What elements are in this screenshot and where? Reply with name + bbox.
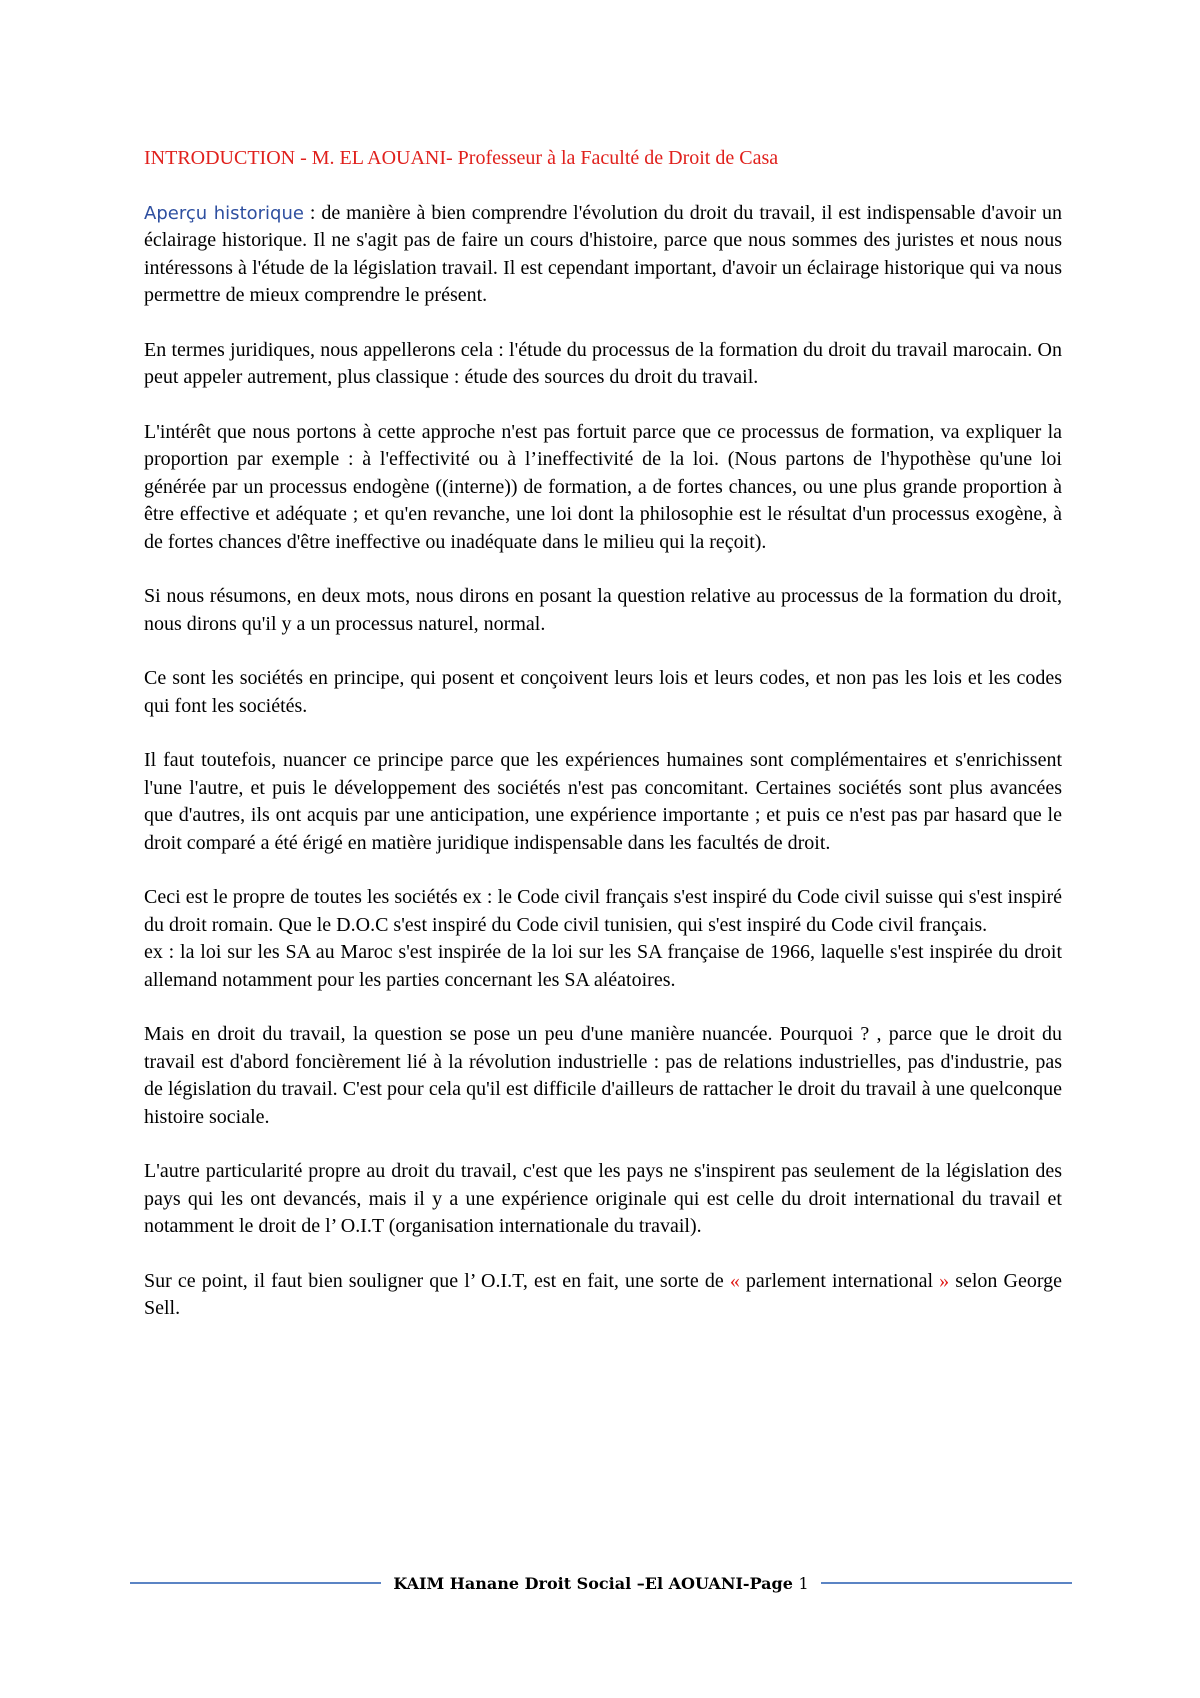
paragraph-last: [144, 1268, 1062, 1323]
footer-rule-left: [130, 1582, 381, 1584]
paragraph-2: L'intérêt que nous portons à cette approche n'est pas fortuit parce que ce processus de formation, va expliquer la proportion par exemple : à l'effectivité ou à l’ineffectivité de la loi. (Nous partons de l'hypothèse qu'une loi générée par un processus endogène ((interne)) de formation, a de fortes chances, ou une plus grande proportion à être effective et adéquate ; et qu'en revanche, une loi dont la philosophie est le résultat d'un processus exogène, à de fortes chances d'être ineffective ou inadéquate dans le milieu qui la reçoit).: [144, 420, 1062, 553]
open-guillemet: «: [729, 1269, 740, 1292]
last-text-after: selon George Sell.: [144, 1269, 1062, 1319]
intro-paragraph: [144, 200, 1062, 310]
intro-text: : de manière à bien comprendre l'évolution du droit du travail, il est indispensable d'avoir un éclairage historique. Il ne s'agit pas de faire un cours d'histoire, parce que nous sommes des juristes et nous nous intéressons à l'étude de la législation travail. Il est cependant important, d'avoir un éclairage historique qui va nous permettre de mieux comprendre le présent.: [144, 201, 1062, 306]
footer-label: [381, 1574, 820, 1593]
last-text-before: Sur ce point, il faut bien souligner que l’ O.I.T, est en fait, une sorte de: [144, 1269, 730, 1292]
paragraph-1: En termes juridiques, nous appellerons cela : l'étude du processus de la formation du droit du travail marocain. On peut appeler autrement, plus classique : étude des sources du droit du travail.: [144, 338, 1062, 388]
page-number: 1: [798, 1573, 809, 1593]
footer-text: KAIM Hanane Droit Social –El AOUANI-Page: [393, 1573, 799, 1593]
paragraph-3: Si nous résumons, en deux mots, nous dirons en posant la question relative au processus de la formation du droit, nous dirons qu'il y a un processus naturel, normal.: [144, 585, 1062, 635]
paragraph-8: Mais en droit du travail, la question se pose un peu d'une manière nuancée. Pourquoi ? , parce que le droit du travail est d'abord foncièrement lié à la révolution industrielle : pas de relations industrielles, pas d'industrie, pas de législation du travail. C'est pour cela qu'il est difficile d'ailleurs de rattacher le droit du travail à une quelconque histoire sociale.: [144, 1023, 1062, 1128]
paragraph-4: Ce sont les sociétés en principe, qui posent et conçoivent leurs lois et leurs codes, et non pas les lois et les codes qui font les sociétés.: [144, 667, 1062, 717]
paragraph-6: Ceci est le propre de toutes les sociétés ex : le Code civil français s'est inspiré du Code civil suisse qui s'est inspiré du droit romain. Que le D.O.C s'est inspiré du Code civil tunisien, qui s'est inspiré du Code civil français.: [144, 886, 1062, 936]
quoted-text: parlement international: [739, 1269, 940, 1292]
paragraph-5: Il faut toutefois, nuancer ce principe parce que les expériences humaines sont complémentaires et s'enrichissent l'une l'autre, et puis le développement des sociétés n'est pas concomitant. Certaines sociétés sont plus avancées que d'autres, ils ont acquis par une anticipation, une expérience importante ; et puis ce n'est pas par hasard que le droit comparé a été érigé en matière juridique indispensable dans les facultés de droit.: [144, 749, 1062, 854]
close-guillemet: »: [939, 1269, 950, 1292]
page-content: [144, 145, 1062, 1350]
document-title: INTRODUCTION - M. EL AOUANI- Professeur à la Faculté de Droit de Casa: [144, 147, 779, 169]
section-label-apercu-historique: Aperçu historique: [144, 202, 304, 224]
paragraph-7: ex : la loi sur les SA au Maroc s'est inspirée de la loi sur les SA française de 1966, laquelle s'est inspirée du droit allemand notamment pour les parties concernant les SA aléatoires.: [144, 941, 1062, 991]
footer-rule-right: [821, 1582, 1072, 1584]
paragraph-9: L'autre particularité propre au droit du travail, c'est que les pays ne s'inspirent pas seulement de la législation des pays qui les ont devancés, mais il y a une expérience originale qui est celle du droit international du travail et notamment le droit de l’ O.I.T (organisation internationale du travail).: [144, 1160, 1062, 1237]
page-footer: [130, 1568, 1072, 1598]
